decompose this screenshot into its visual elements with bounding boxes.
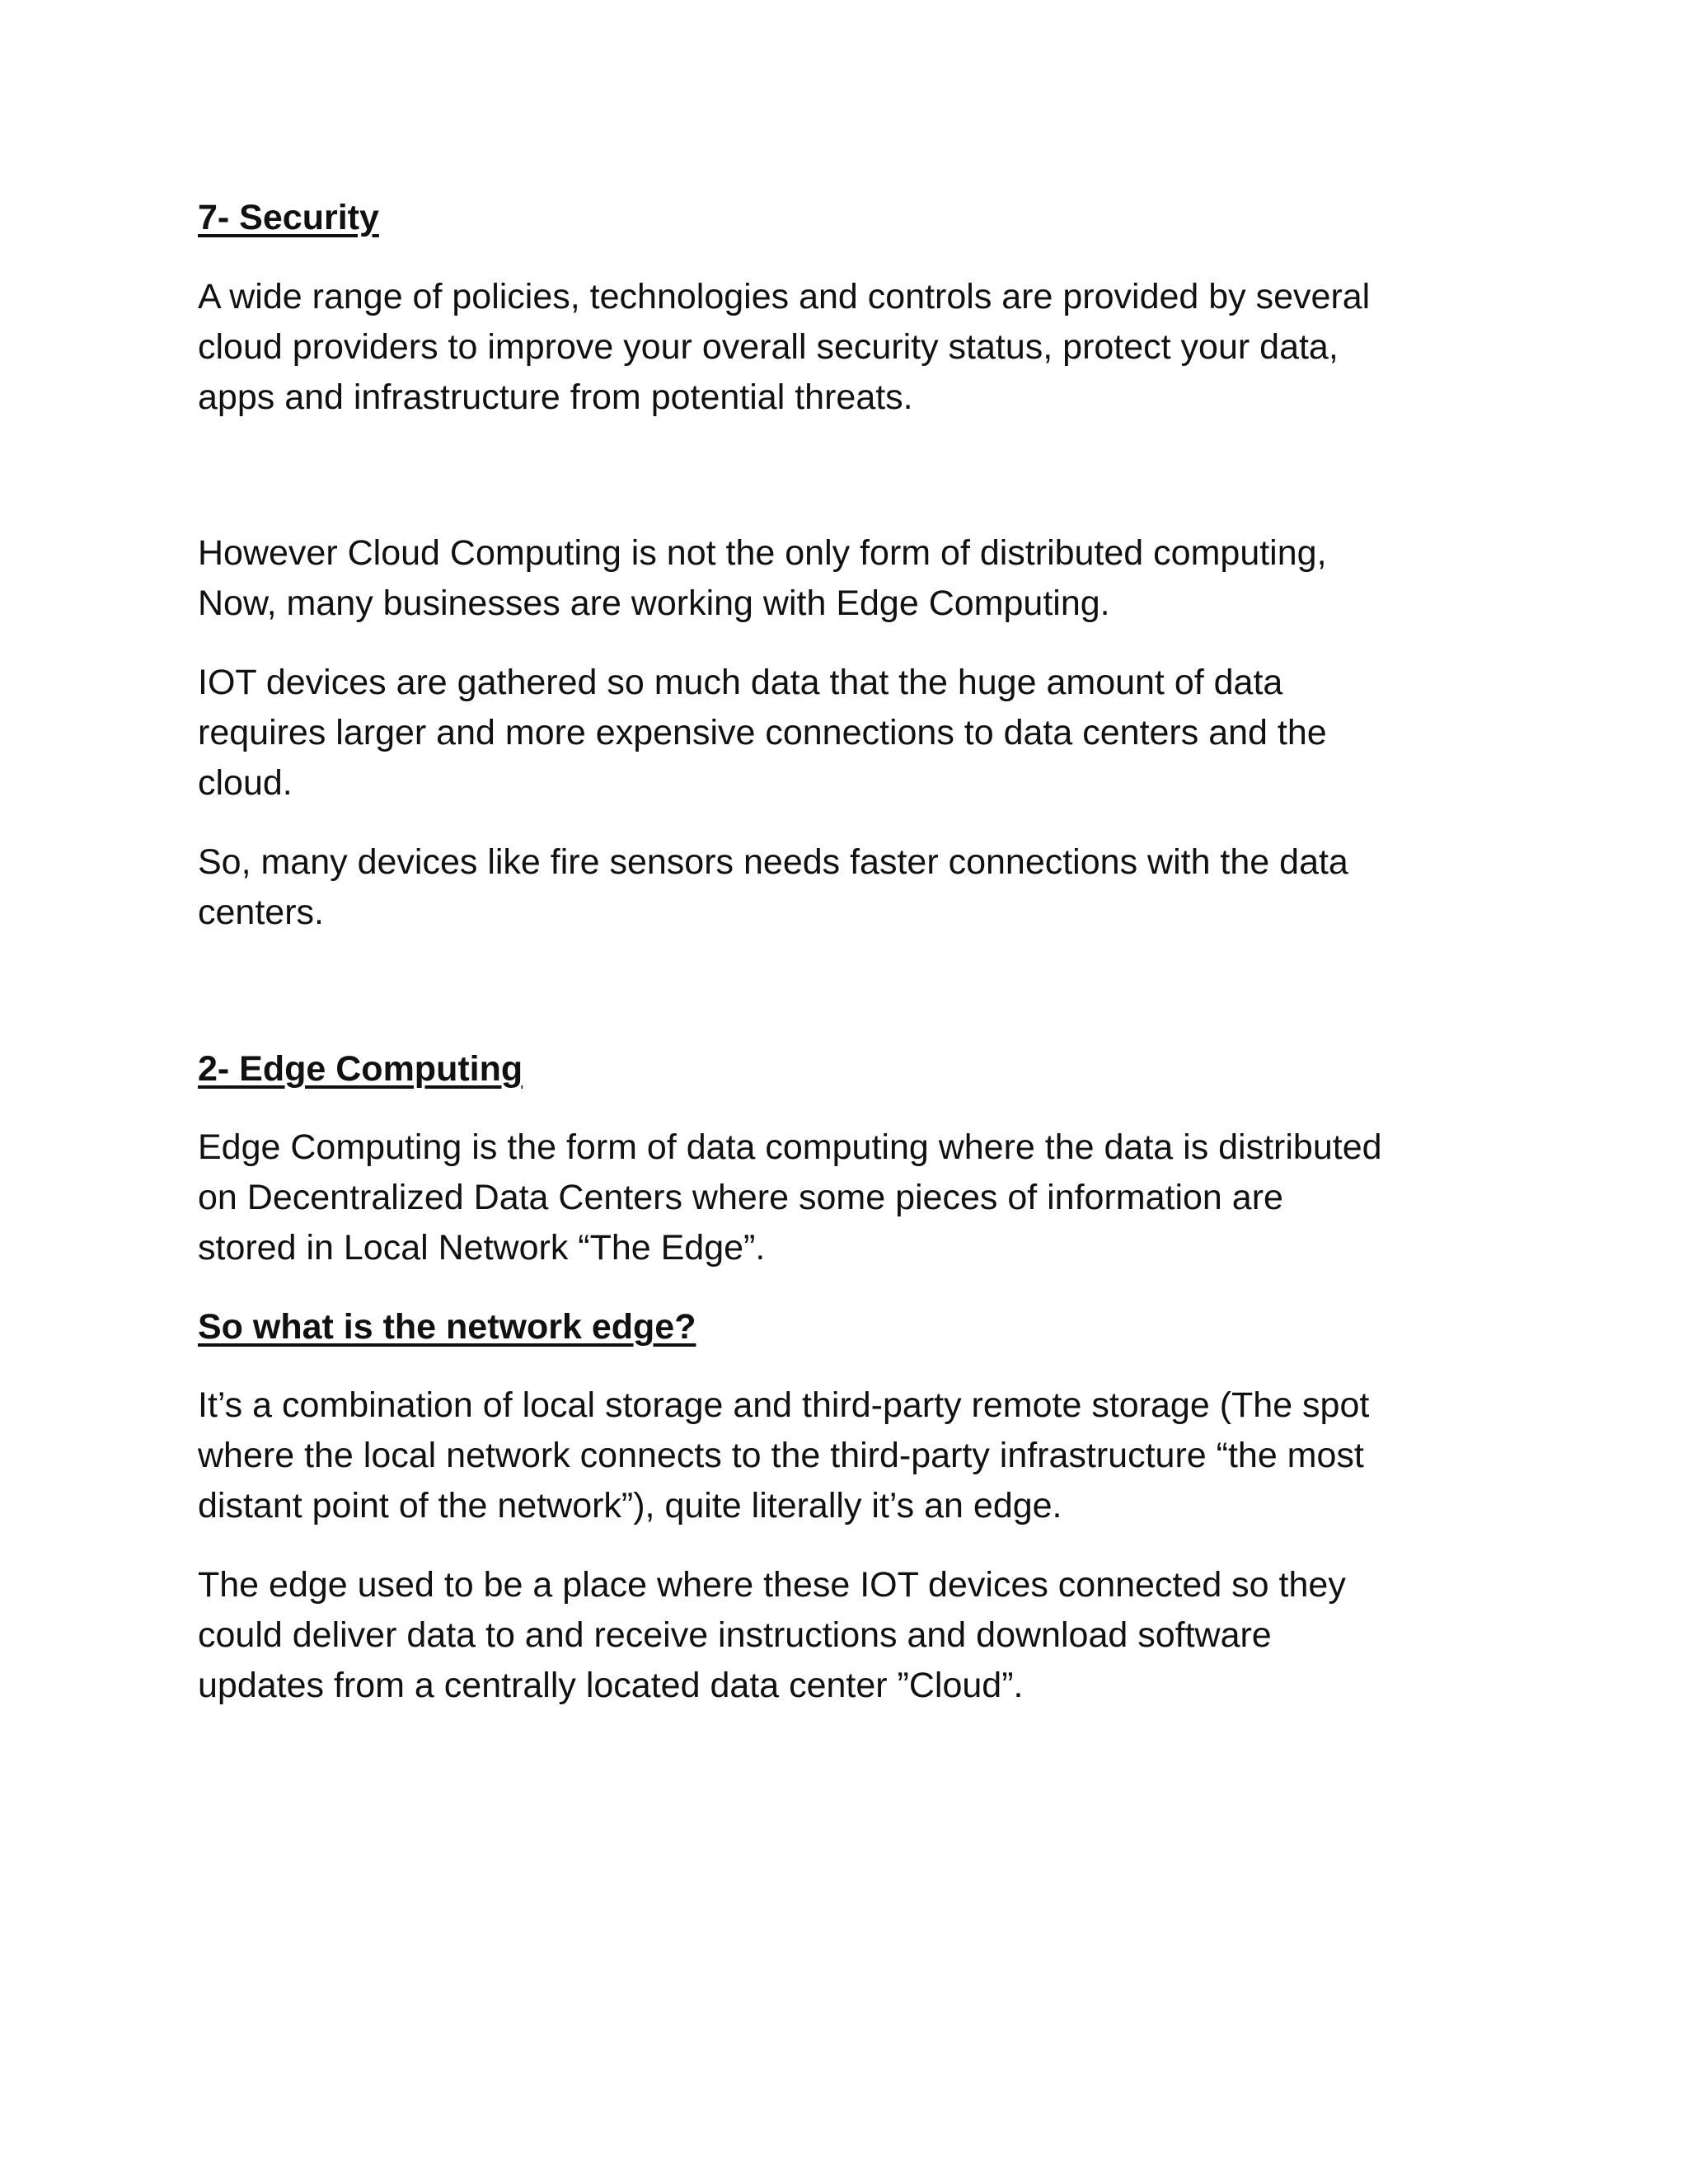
text-line: It’s a combination of local storage and third-party remote storage (The spot [198,1385,1370,1425]
text-line: The edge used to be a place where these IOT devices connected so they [198,1565,1346,1605]
text-line: centers. [198,893,324,932]
text-line: cloud providers to improve your overall security status, protect your data, [198,327,1339,367]
paragraph-distributed-computing [198,528,1500,629]
paragraph-edge-computing-definition [198,1122,1500,1273]
paragraph-iot-devices [198,658,1500,808]
text-line: However Cloud Computing is not the only form of distributed computing, [198,533,1327,573]
text-line: Now, many businesses are working with Edge Computing. [198,583,1110,623]
text-line: IOT devices are gathered so much data that the huge amount of data [198,663,1283,702]
text-line: So, many devices like fire sensors needs faster connections with the data [198,842,1348,882]
text-line: A wide range of policies, technologies and controls are provided by several [198,277,1371,316]
paragraph-edge-history [198,1560,1500,1711]
text-line: requires larger and more expensive connections to data centers and the [198,713,1327,752]
text-line: updates from a centrally located data center ”Cloud”. [198,1666,1024,1705]
text-line: stored in Local Network “The Edge”. [198,1228,766,1268]
text-line: cloud. [198,763,293,803]
paragraph-security [198,272,1500,423]
text-line: distant point of the network”), quite literally it’s an edge. [198,1486,1062,1526]
text-line: could deliver data to and receive instructions and download software [198,1615,1272,1655]
subheading-network-edge: So what is the network edge? [198,1307,696,1347]
section-heading-security: 7- Security [198,198,379,237]
paragraph-fire-sensors [198,837,1500,938]
text-line: on Decentralized Data Centers where some pieces of information are [198,1178,1283,1217]
text-line: apps and infrastructure from potential threats. [198,377,913,417]
paragraph-network-edge-definition [198,1380,1500,1531]
text-line: where the local network connects to the third-party infrastructure “the most [198,1436,1364,1475]
section-heading-edge-computing: 2- Edge Computing [198,1049,523,1089]
text-line: Edge Computing is the form of data computing where the data is distributed [198,1127,1382,1167]
